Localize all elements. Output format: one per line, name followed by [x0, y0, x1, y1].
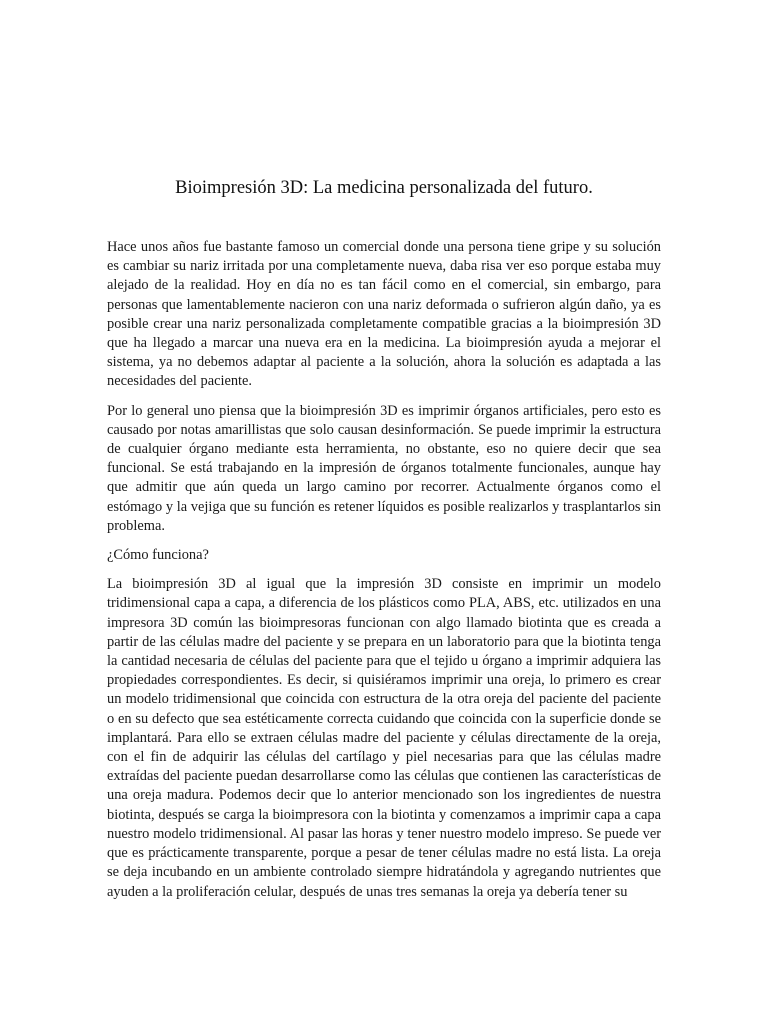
paragraph-misconception: Por lo general uno piensa que la bioimpresión 3D es imprimir órganos artificiales, pero esto es causado por notas amarillistas que solo causan desinformación. Se puede imprimir la estructura de cualquier órgano mediante esta herramienta, no obstante, eso no quiere decir que sea funcional. Se está trabajando en la impresión de órganos totalmente funcionales, aunque hay que admitir que aún queda un largo camino por recorrer. Actualmente órganos como el estómago y la vejiga que su función es retener líquidos es posible realizarlos y trasplantarlos sin problema. — [107, 402, 661, 534]
paragraph-intro: Hace unos años fue bastante famoso un comercial donde una persona tiene gripe y su solución es cambiar su nariz irritada por una completamente nueva, daba risa ver eso porque estaba muy alejado de la realidad. Hoy en día no es tan fácil como en el comercial, sin embargo, para personas que lamentablemente nacieron con una nariz deformada o sufrieron algún daño, ya es posible crear una nariz personalizada completamente compatible gracias a la bioimpresión 3D que ha llegado a marcar una nueva era en la medicina. La bioimpresión ayuda a mejorar el sistema, ya no debemos adaptar al paciente a la solución, ahora la solución es adaptada a las necesidades del paciente. — [107, 239, 661, 390]
document-title: Bioimpresión 3D: La medicina personalizada del futuro. — [175, 178, 593, 198]
document-body — [107, 238, 661, 912]
section-heading-how-it-works: ¿Cómo funciona? — [107, 547, 209, 564]
paragraph-process: La bioimpresión 3D al igual que la impresión 3D consiste en imprimir un modelo tridimensional capa a capa, a diferencia de los plásticos como PLA, ABS, etc. utilizados en una impresora 3D común las bioimpresoras funcionan con algo llamado biotinta que es creada a partir de las células madre del paciente y se prepara en un laboratorio para que la biotinta tenga la cantidad necesaria de células del paciente para que el tejido u órgano a imprimir adquiera las propiedades correspondientes. Es decir, si quisiéramos imprimir una oreja, lo primero es crear un modelo tridimensional que coincida con estructura de la otra oreja del paciente del paciente o en su defecto que sea estéticamente correcta cuidando que coincida con la superficie donde se implantará. Para ello se extraen células madre del paciente y células directamente de la oreja, con el fin de adquirir las células del cartílago y piel necesarias para que las células madre extraídas del paciente puedan desarrollarse como las células que contienen las características de una oreja madura. Podemos decir que lo anterior mencionado son los ingredientes de nuestra biotinta, después se carga la bioimpresora con la biotinta y comenzamos a imprimir capa a capa nuestro modelo tridimensional. Al pasar las horas y tener nuestro modelo impreso. Se puede ver que es prácticamente transparente, porque a pesar de tener células madre no está lista. La oreja se deja incubando en un ambiente controlado siempre hidratándola y agregando nutrientes que ayuden a la proliferación celular, después de unas tres semanas la oreja ya debería tener su — [107, 576, 661, 900]
